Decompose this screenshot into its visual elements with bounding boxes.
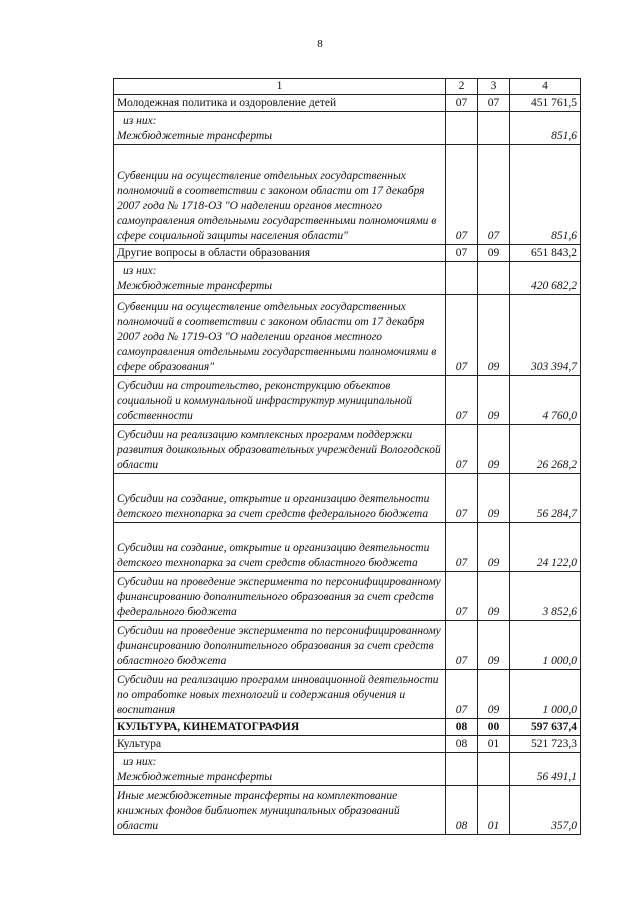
row-amount: 851,6 — [510, 112, 581, 145]
row-subsection — [478, 112, 510, 145]
row-amount: 851,6 — [510, 145, 581, 245]
table-row — [114, 425, 581, 474]
row-description: Культура — [114, 736, 446, 753]
row-section: 07 — [446, 474, 478, 523]
table-row — [114, 719, 581, 736]
row-description: Субвенции на осуществление отдельных государственных полномочий в соответствии с законом области от 17 декабря 2007 года № 1718-ОЗ "О наделении органов местного самоуправления отдельными государственными полномочиями в сфере социальной защиты населения области" — [114, 145, 446, 245]
row-amount: 420 682,2 — [510, 262, 581, 295]
row-description: Другие вопросы в области образования — [114, 245, 446, 262]
row-subsection: 07 — [478, 95, 510, 112]
table-row — [114, 670, 581, 719]
row-section: 07 — [446, 95, 478, 112]
row-subsection — [478, 753, 510, 786]
row-description: Субсидии на реализацию комплексных программ поддержки развития дошкольных образовательных учреждений Вологодской области — [114, 425, 446, 474]
row-description: Молодежная политика и оздоровление детей — [114, 95, 446, 112]
row-amount: 303 394,7 — [510, 295, 581, 376]
row-amount: 56 491,1 — [510, 753, 581, 786]
row-amount: 451 761,5 — [510, 95, 581, 112]
table-row — [114, 786, 581, 835]
table-header-row — [114, 79, 581, 95]
row-description — [114, 112, 446, 145]
row-description: КУЛЬТУРА, КИНЕМАТОГРАФИЯ — [114, 719, 446, 736]
table-row — [114, 572, 581, 621]
row-section: 07 — [446, 621, 478, 670]
header-col-1: 1 — [114, 79, 446, 95]
table-row — [114, 145, 581, 245]
row-description: Субвенции на осуществление отдельных государственных полномочий в соответствии с законом области от 17 декабря 2007 года № 1719-ОЗ "О наделении органов местного самоуправления отдельными государственными полномочиями в сфере образования" — [114, 295, 446, 376]
row-section — [446, 112, 478, 145]
row-subsection: 00 — [478, 719, 510, 736]
row-subheading: из них: — [123, 115, 157, 127]
table-row — [114, 736, 581, 753]
row-description: Субсидии на реализацию программ инновационной деятельности по отработке новых технологий и содержания обучения и воспитания — [114, 670, 446, 719]
row-section: 07 — [446, 145, 478, 245]
row-subsection: 01 — [478, 786, 510, 835]
row-description-text: Межбюджетные трансферты — [117, 771, 273, 783]
table-row — [114, 245, 581, 262]
row-section: 08 — [446, 719, 478, 736]
row-description: Субсидии на проведение эксперимента по персонифицированному финансированию дополнительного образования за счет средств областного бюджета — [114, 621, 446, 670]
row-section: 07 — [446, 670, 478, 719]
row-amount: 24 122,0 — [510, 523, 581, 572]
row-subheading: из них: — [123, 265, 157, 277]
table-row — [114, 523, 581, 572]
row-subsection — [478, 262, 510, 295]
row-subsection: 09 — [478, 245, 510, 262]
row-amount: 1 000,0 — [510, 621, 581, 670]
row-section — [446, 262, 478, 295]
table-row — [114, 112, 581, 145]
row-amount: 4 760,0 — [510, 376, 581, 425]
row-amount: 26 268,2 — [510, 425, 581, 474]
budget-table — [113, 78, 581, 835]
row-amount: 357,0 — [510, 786, 581, 835]
row-description: Иные межбюджетные трансферты на комплектование книжных фондов библиотек муниципальных образований области — [114, 786, 446, 835]
row-section: 07 — [446, 523, 478, 572]
row-amount: 3 852,6 — [510, 572, 581, 621]
row-amount: 1 000,0 — [510, 670, 581, 719]
row-description: Субсидии на проведение эксперимента по персонифицированному финансированию дополнительного образования за счет средств федерального бюджета — [114, 572, 446, 621]
header-col-4: 4 — [510, 79, 581, 95]
table-row — [114, 295, 581, 376]
row-subheading: из них: — [123, 756, 157, 768]
row-amount: 56 284,7 — [510, 474, 581, 523]
row-section: 07 — [446, 425, 478, 474]
row-subsection: 09 — [478, 295, 510, 376]
row-subsection: 07 — [478, 145, 510, 245]
row-subsection: 09 — [478, 523, 510, 572]
row-amount: 597 637,4 — [510, 719, 581, 736]
row-section: 08 — [446, 736, 478, 753]
table-row — [114, 753, 581, 786]
row-subsection: 09 — [478, 670, 510, 719]
row-description-text: Межбюджетные трансферты — [117, 130, 273, 142]
header-col-3: 3 — [478, 79, 510, 95]
table-row — [114, 95, 581, 112]
row-section: 07 — [446, 245, 478, 262]
row-description — [114, 753, 446, 786]
page-number: 8 — [317, 38, 323, 50]
row-subsection: 09 — [478, 425, 510, 474]
row-section — [446, 753, 478, 786]
row-description: Субсидии на создание, открытие и организацию деятельности детского технопарка за счет средств федерального бюджета — [114, 474, 446, 523]
row-section: 07 — [446, 376, 478, 425]
table-row — [114, 262, 581, 295]
row-amount: 651 843,2 — [510, 245, 581, 262]
row-description: Субсидии на создание, открытие и организацию деятельности детского технопарка за счет средств областного бюджета — [114, 523, 446, 572]
row-subsection: 09 — [478, 621, 510, 670]
row-subsection: 09 — [478, 474, 510, 523]
table-row — [114, 621, 581, 670]
row-amount: 521 723,3 — [510, 736, 581, 753]
header-col-2: 2 — [446, 79, 478, 95]
row-section: 07 — [446, 295, 478, 376]
row-subsection: 09 — [478, 376, 510, 425]
table-row — [114, 376, 581, 425]
row-description: Субсидии на строительство, реконструкцию объектов социальной и коммунальной инфраструктур муниципальной собственности — [114, 376, 446, 425]
row-section: 07 — [446, 572, 478, 621]
row-description-text: Межбюджетные трансферты — [117, 280, 273, 292]
row-description — [114, 262, 446, 295]
row-subsection: 09 — [478, 572, 510, 621]
row-subsection: 01 — [478, 736, 510, 753]
row-section: 08 — [446, 786, 478, 835]
table-row — [114, 474, 581, 523]
